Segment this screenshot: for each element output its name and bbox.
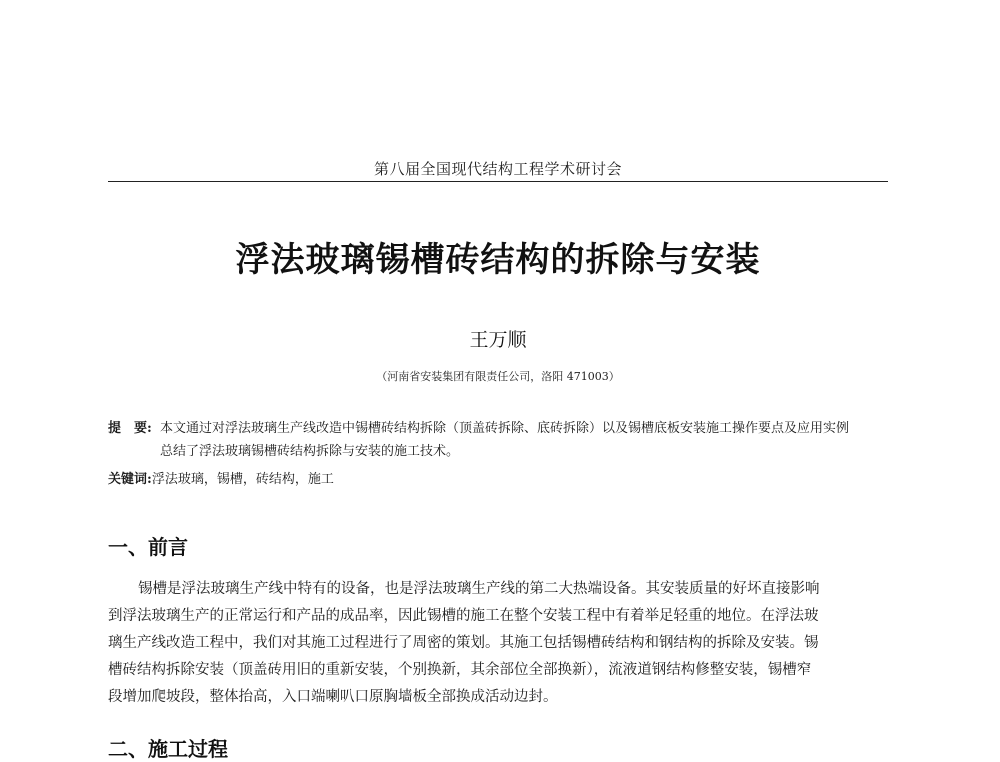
header-rule — [108, 181, 888, 182]
keywords-label: 关键词: — [108, 472, 152, 487]
running-head: 第八届全国现代结构工程学术研讨会 — [373, 160, 622, 178]
paragraph-line: 璃生产线改造工程中，我们对其施工过程进行了周密的策划。其施工包括锡槽砖结构和钢结构的拆除及安装。锡 — [108, 635, 819, 651]
paragraph-line: 到浮法玻璃生产的正常运行和产品的成品率，因此锡槽的施工在整个安装工程中有着举足轻重的地位。在浮法玻 — [108, 608, 819, 624]
article-title: 浮法玻璃锡槽砖结构的拆除与安装 — [235, 240, 761, 280]
abstract-block — [108, 417, 898, 463]
abstract-label: 提 要: — [108, 421, 152, 436]
preface-paragraph — [108, 576, 898, 711]
section-heading-preface: 一、前言 — [108, 535, 188, 559]
abstract-line — [108, 417, 898, 440]
paragraph-line: 槽砖结构拆除安装（顶盖砖用旧的重新安装，个别换新，其余部位全部换新），流液道钢结构修整安装，锡槽窄 — [108, 662, 812, 678]
paragraph-line: 段增加爬坡段，整体抬高，入口端喇叭口原胸墙板全部换成活动边封。 — [108, 689, 558, 705]
abstract-text-line-2: 总结了浮法玻璃锡槽砖结构拆除与安装的施工技术。 — [160, 444, 460, 459]
author-name: 王万顺 — [469, 329, 527, 351]
paragraph-line: 锡槽是浮法玻璃生产线中特有的设备，也是浮法玻璃生产线的第二大热端设备。其安装质量的好坏直接影响 — [138, 581, 820, 597]
keywords-block — [108, 468, 898, 491]
keywords-text: 浮法玻璃，锡槽，砖结构，施工 — [151, 472, 334, 487]
author-affiliation: （河南省安装集团有限责任公司，洛阳 471003） — [376, 370, 620, 383]
abstract-text-line-1: 本文通过对浮法玻璃生产线改造中锡槽砖结构拆除（顶盖砖拆除、底砖拆除）以及锡槽底板安装施工操作要点及应用实例 — [160, 421, 850, 436]
section-heading-construction: 二、施工过程 — [108, 737, 228, 761]
